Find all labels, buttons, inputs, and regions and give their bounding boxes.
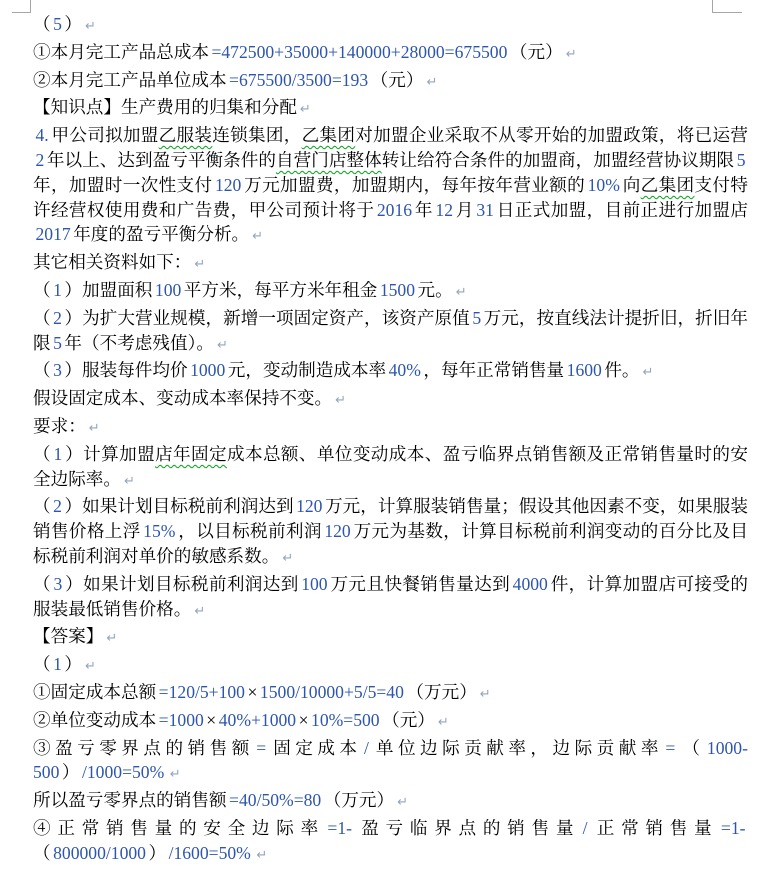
cjk-text: ②单位变动成本 [33,709,157,730]
paragraph-mark-icon: ↵ [123,473,135,489]
cjk-text: ） [148,842,167,863]
cjk-text: 万元为基数，计算目标税前利润变动的百分比及目标税前利润对单价的敏感系数。 [33,521,748,566]
latin-number-text: 2 [35,149,45,170]
latin-number-text: =675500/3500=193 [229,69,369,90]
cjk-text: 万元，按直线法计提折旧，折旧年限 [33,307,748,353]
spellcheck-flagged-text: 店年固定 [155,443,227,464]
paragraph [33,40,748,68]
cjk-text: （元） [382,709,435,730]
latin-number-text: 1000 [190,360,226,381]
cjk-text: ） [64,14,83,34]
paragraph [33,68,748,96]
latin-number-text: 5 [472,307,482,328]
cjk-text: 年度的盈亏平衡分析。 [73,224,250,245]
spellcheck-flagged-text: 乙集团 [301,125,356,146]
paragraph [33,123,748,250]
cjk-text: （ [33,654,51,675]
cjk-text: 年，加盟时一次性支付 [33,174,213,195]
paragraph [33,624,748,652]
cjk-text: （万元） [323,790,395,811]
cjk-text: × [247,681,258,702]
latin-number-text: 2017 [35,224,71,245]
paragraph [33,572,748,625]
paragraph [33,386,748,414]
cjk-text: （ [677,737,705,758]
cjk-text: 元。 [417,279,453,300]
cjk-text: 万元且快餐销售量达到 [330,573,511,594]
paragraph-mark-icon: ↵ [642,365,654,381]
paragraph-mark-icon: ↵ [426,74,438,90]
latin-number-text: 1500 [379,279,416,300]
cjk-text: 甲公司拟加盟 [51,125,159,146]
cjk-text: 正常销售量 [590,817,719,838]
cjk-text: ④正常销售量的安全边际率 [33,817,325,838]
cjk-text: 支付特许经营权使用费和广告费，甲公司预计将于 [33,174,748,220]
cjk-text: ①固定成本总额 [33,681,157,702]
paragraph-mark-icon: ↵ [282,550,294,566]
latin-number-text: =472500+35000+140000+28000=675500 [211,41,508,62]
latin-number-text: 4000 [512,573,548,594]
paragraph-mark-icon: ↵ [88,420,100,436]
latin-number-text: 100 [154,279,182,300]
cjk-text: （元） [370,69,424,90]
paragraph-mark-icon: ↵ [252,229,264,245]
cjk-text: 日正式加盟，目前正进行加盟店 [496,199,748,220]
latin-number-text: / [582,817,588,838]
latin-number-text: / [364,737,369,758]
latin-number-text: 120 [324,521,351,542]
cjk-text: 【答案】 [33,626,104,647]
cjk-text: ）加盟面积 [64,279,153,300]
cjk-text: ）如果计划目标税前利润达到 [64,496,294,517]
cjk-text: ） [64,654,83,675]
cjk-text: ） [61,762,80,783]
cjk-text: × [206,709,217,730]
document-body[interactable] [33,12,748,869]
latin-number-text: =120/5+100 [158,681,245,702]
cjk-text: （ [33,573,51,594]
cjk-text: 元，变动制造成本率 [227,360,387,381]
latin-number-text: 10% [587,174,620,195]
latin-number-text: 5 [53,332,62,353]
latin-number-text: 12 [435,199,453,220]
latin-number-text: 1 [53,443,63,464]
paragraph [33,736,748,789]
latin-number-text: 40% [388,360,421,381]
latin-number-text: 100 [301,573,328,594]
cjk-text: 件，计算加盟店可接受的服装最低销售价格。 [33,573,748,619]
latin-number-text: 15% [143,521,176,542]
cjk-text: 月 [455,199,474,220]
cjk-text: （ [33,307,51,328]
latin-number-text: 800000/1000 [53,842,146,863]
paragraph [33,358,748,386]
cjk-text: 连锁集团， [212,125,302,146]
latin-number-text: 4. [35,125,49,146]
cjk-text: 其它相关资料如下： [33,252,192,273]
cjk-text: ，每年正常销售量 [423,360,565,381]
latin-number-text: 10%=500 [311,709,380,730]
paragraph [33,278,748,306]
paragraph [33,250,748,278]
cjk-text: 件。 [604,360,640,381]
cjk-text: ）服装每件均价 [64,360,188,381]
latin-number-text: 5 [736,149,746,170]
cjk-text: 假设固定成本、变动成本率保持不变。 [33,388,333,409]
paragraph-mark-icon: ↵ [479,686,491,702]
latin-number-text: 3 [53,573,63,594]
paragraph [33,680,748,708]
latin-number-text: 2 [53,496,62,517]
cjk-text: ）计算加盟 [64,443,156,464]
paragraph-mark-icon: ↵ [335,393,347,409]
cjk-text: 万元，计算服装销售量；假设其他因素不变，如果服装销售价格上浮 [33,496,748,542]
latin-number-text: = [665,737,676,758]
latin-number-text: 120 [296,496,323,517]
cjk-text: （ [33,496,51,517]
latin-number-text: 31 [476,199,494,220]
cjk-text: （元） [509,41,563,62]
text-boundary-mark-top-left [12,0,31,13]
paragraph-mark-icon: ↵ [455,284,467,300]
spellcheck-flagged-text: 自营门店整体 [275,149,382,170]
spellcheck-flagged-text: 乙集团 [640,174,695,195]
cjk-text: （ [33,842,51,863]
paragraph [33,788,748,816]
latin-number-text: /1600=50% [168,842,251,863]
paragraph-mark-icon: ↵ [299,102,311,118]
paragraph [33,442,748,495]
cjk-text: （ [33,14,51,34]
latin-number-text: /1000=50% [82,762,165,783]
cjk-text: 对加盟企业采取不从零开始的加盟政策，将已运营 [355,125,748,146]
paragraph-mark-icon: ↵ [194,603,206,619]
cjk-text: 盈亏临界点的销售量 [354,817,581,838]
paragraph [33,95,748,123]
cjk-text: ）为扩大营业规模，新增一项固定资产，该资产原值 [64,307,470,328]
latin-number-text: 1000-500 [33,737,748,783]
paragraph [33,494,748,571]
latin-number-text: 1500/10000+5/5=40 [259,681,404,702]
paragraph-mark-icon: ↵ [437,714,449,730]
cjk-text: × [298,709,309,730]
cjk-text: ②本月完工产品单位成本 [33,69,227,90]
paragraph-mark-icon: ↵ [106,631,118,647]
paragraph-mark-icon: ↵ [256,847,268,863]
cjk-text: ）如果计划目标税前利润达到 [64,573,299,594]
cjk-text: 成本总额、单位变动成本、盈亏临界点销售额及正常销售量时的安全边际率。 [33,443,748,489]
paragraph [33,816,748,869]
latin-number-text: = [256,737,267,758]
cjk-text: ③盈亏零界点的销售额 [33,737,254,758]
cjk-text: （ [33,443,51,464]
cjk-text: ①本月完工产品总成本 [33,41,209,62]
latin-number-text: =1000 [158,709,204,730]
paragraph [33,652,748,680]
cjk-text: 【知识点】生产费用的归集和分配 [33,97,297,118]
latin-number-text: =1- [720,817,746,838]
cjk-text: 单位边际贡献率，边际贡献率 [371,737,663,758]
cjk-text: 万元加盟费，加盟期内，每年按年营业额的 [243,174,586,195]
spellcheck-flagged-text: 乙服装 [158,125,213,146]
paragraph-mark-icon: ↵ [216,337,228,353]
paragraph-mark-icon: ↵ [85,659,96,675]
cjk-text: 年以上、达到盈亏平衡条件的 [46,149,276,170]
paragraph-mark-icon: ↵ [565,46,577,62]
cjk-text: 平方米，每平方米年租金 [183,279,378,300]
cjk-text: （ [33,360,51,381]
cjk-text: （ [33,279,51,300]
paragraph [33,414,748,442]
paragraph-mark-icon: ↵ [85,19,96,34]
latin-number-text: 2016 [376,199,413,220]
cjk-text: 向 [622,174,641,195]
paragraph [33,306,748,359]
cjk-text: ，以目标税前利润 [177,521,322,542]
paragraph-mark-icon: ↵ [194,257,206,273]
latin-number-text: 2 [53,307,62,328]
cjk-text: 固定成本 [268,737,362,758]
cjk-text: 所以盈亏零界点的销售额 [33,790,227,811]
paragraph [33,708,748,736]
latin-number-text: 1 [53,654,62,675]
cjk-text: （万元） [406,681,477,702]
cjk-text: 转让给符合条件的加盟商，加盟经营协议期限 [381,149,735,170]
latin-number-text: 3 [53,360,62,381]
paragraph [33,12,748,40]
latin-number-text: 1 [53,279,62,300]
latin-number-text: 1600 [566,360,602,381]
latin-number-text: 40%+1000 [218,709,297,730]
cjk-text: 年（不考虑残值）。 [64,332,214,353]
latin-number-text: =1- [327,817,352,838]
paragraph-mark-icon: ↵ [169,767,181,783]
latin-number-text: 120 [214,174,242,195]
latin-number-text: 5 [53,14,62,34]
cjk-text: 要求： [33,415,86,436]
latin-number-text: =40/50%=80 [229,790,322,811]
cjk-text: 年 [414,199,433,220]
paragraph-mark-icon: ↵ [397,795,409,811]
